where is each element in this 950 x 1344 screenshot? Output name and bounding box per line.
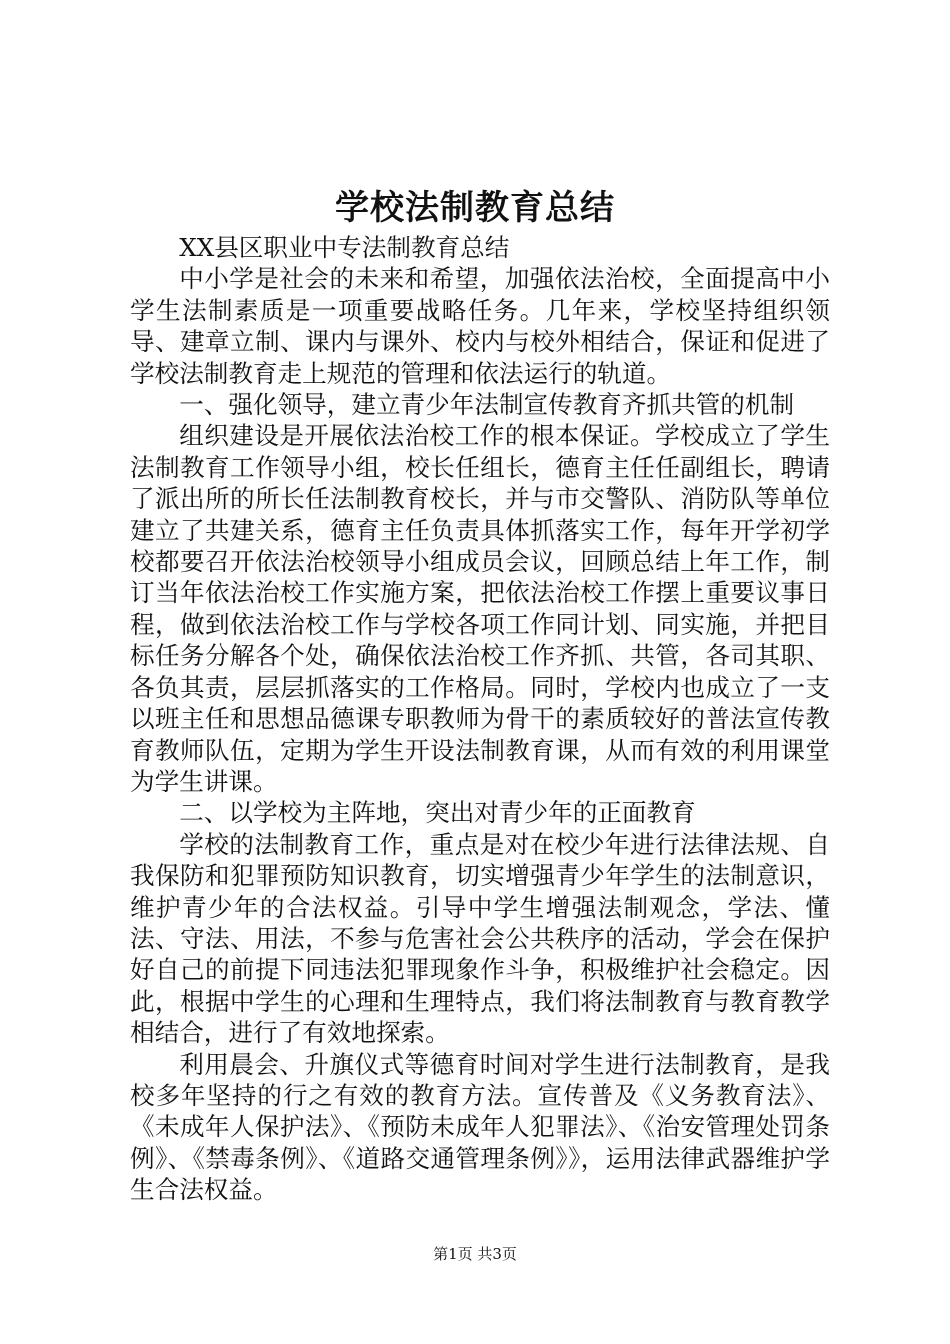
paragraph-section-1: 组织建设是开展依法治校工作的根本保证。学校成立了学生法制教育工作领导小组，校长任组长，德育主任任副组长，聘请了派出所的所长任法制教育校长，并与市交警队、消防队等单位建立了共建关系，德育主任负责具体抓落实工作，每年开学初学校都要召开依法治校领导小组成员会议，回顾总结上年工作，制订当年依法治校工作实施方案，把依法治校工作摆上重要议事日程，做到依法治校工作与学校各项工作同计划、同实施，并把目标任务分解各个处，确保依法治校工作齐抓、共管，各司其职、各负其责，层层抓落实的工作格局。同时，学校内也成立了一支以班主任和思想品德课专职教师为骨干的素质较好的普法宣传教育教师队伍，定期为学生开设法制教育课，从而有效的利用课堂为学生讲课。 bbox=[130, 421, 830, 796]
paragraph-intro: 中小学是社会的未来和希望，加强依法治校，全面提高中小学生法制素质是一项重要战略任务。几年来，学校坚持组织领导、建章立制、课内与课外、校内与校外相结合，保证和促进了学校法制教育走上规范的管理和依法运行的轨道。 bbox=[130, 264, 830, 388]
document-title: 学校法制教育总结 bbox=[335, 188, 615, 228]
paragraph-section-2-continued: 利用晨会、升旗仪式等德育时间对学生进行法制教育，是我校多年坚持的行之有效的教育方法。宣传普及《义务教育法》、《未成年人保护法》、《预防未成年人犯罪法》、《治安管理处罚条例》、《禁毒条例》、《道路交通管理条例》》，运用法律武器维护学生合法权益。 bbox=[130, 1049, 830, 1205]
paragraph-section-2: 学校的法制教育工作，重点是对在校少年进行法律法规、自我保防和犯罪预防知识教育，切实增强青少年学生的法制意识，维护青少年的合法权益。引导中学生增强法制观念，学法、懂法、守法、用法，不参与危害社会公共秩序的活动，学会在保护好自己的前提下同违法犯罪现象作斗争，积极维护社会稳定。因此，根据中学生的心理和生理特点，我们将法制教育与教育教学相结合，进行了有效地探索。 bbox=[130, 829, 830, 1048]
document-body bbox=[130, 232, 830, 1206]
paragraph-subtitle: XX县区职业中专法制教育总结 bbox=[179, 233, 510, 262]
section-heading-2: 二、以学校为主阵地，突出对青少年的正面教育 bbox=[179, 798, 696, 828]
section-heading-1: 一、强化领导，建立青少年法制宣传教育齐抓共管的机制 bbox=[179, 390, 795, 420]
page-number-footer: 第1页 共3页 bbox=[433, 1245, 517, 1263]
